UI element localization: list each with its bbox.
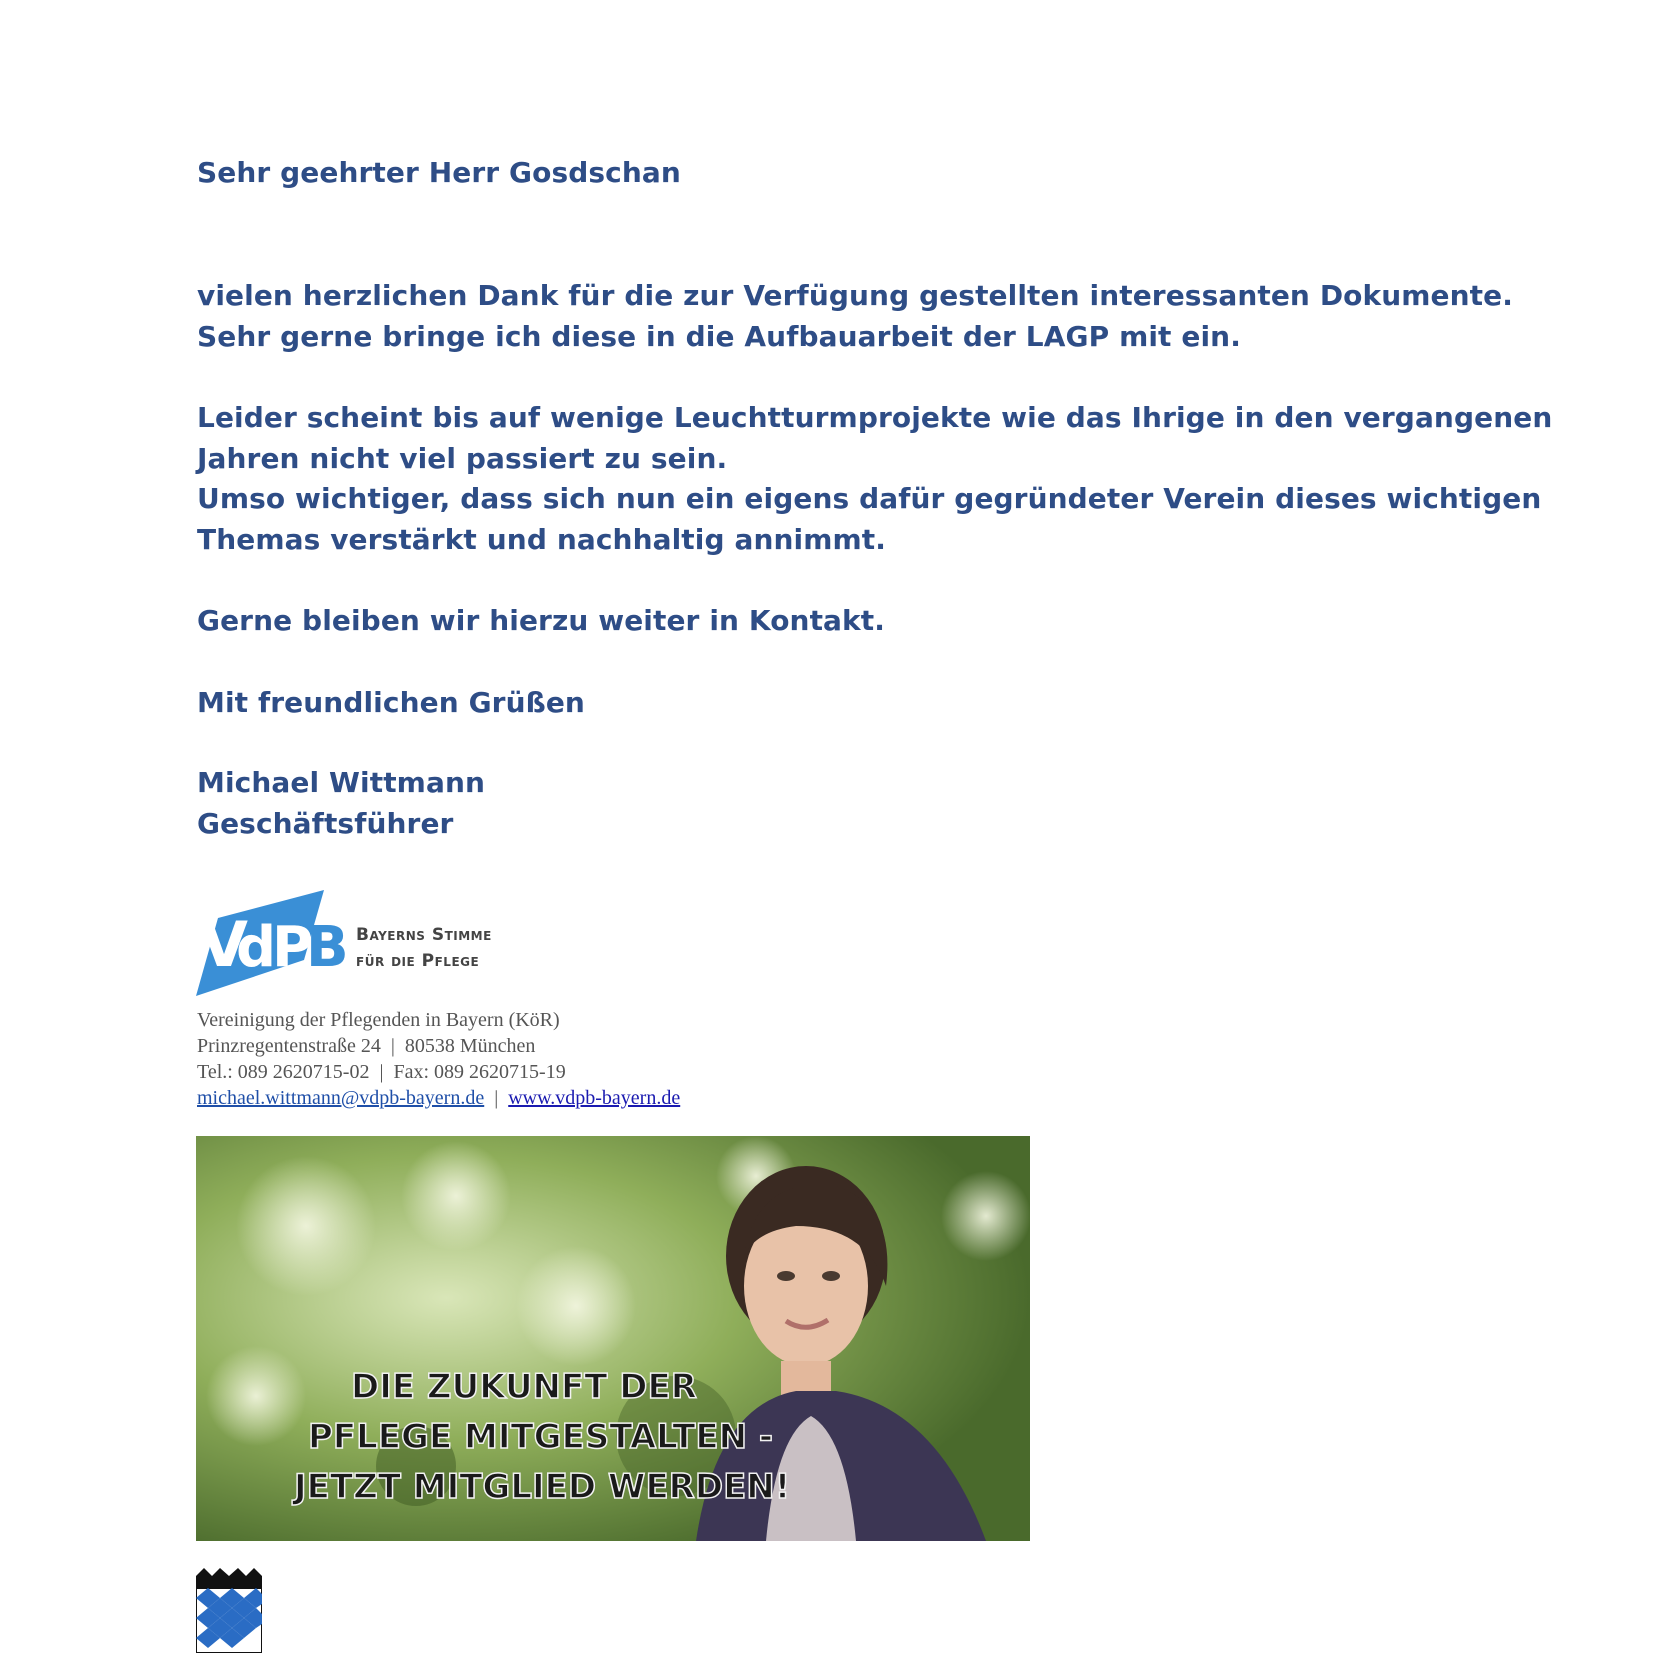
- signature-title: Geschäftsführer: [197, 807, 454, 840]
- closing: Mit freundlichen Grüßen: [197, 686, 585, 719]
- header-remnant: [1040, 0, 1390, 4]
- vdpb-logo: [196, 888, 536, 998]
- paragraph2-line4: Themas verstärkt und nachhaltig annimmt.: [197, 523, 887, 556]
- address-org: Vereinigung der Pflegenden in Bayern (KöR): [197, 1009, 560, 1031]
- salutation: Sehr geehrter Herr Gosdschan: [197, 156, 681, 189]
- address-tel: Tel.: 089 2620715-02: [197, 1061, 370, 1083]
- membership-banner[interactable]: [196, 1136, 1030, 1541]
- paragraph3: Gerne bleiben wir hierzu weiter in Kontakt.: [197, 604, 885, 637]
- logo-wordmark-p: P: [272, 915, 314, 980]
- logo-wordmark-d: d: [236, 915, 277, 980]
- paragraph2-line2: Jahren nicht viel passiert zu sein.: [197, 442, 728, 475]
- logo-wordmark-v: V: [200, 908, 248, 981]
- banner-line1: DIE ZUKUNFT DER: [351, 1367, 697, 1407]
- website-link[interactable]: www.vdpb-bayern.de: [508, 1087, 681, 1109]
- signature-name: Michael Wittmann: [197, 766, 486, 799]
- logo-tagline-1: Bayerns Stimme: [356, 925, 492, 945]
- paragraph2-line3: Umso wichtiger, dass sich nun ein eigens dafür gegründeter Verein dieses wichtigen: [197, 482, 1542, 515]
- email-link[interactable]: michael.wittmann@vdpb-bayern.de: [197, 1087, 485, 1109]
- bavaria-crest-icon: [196, 1568, 262, 1653]
- address-city: 80538 München: [404, 1035, 536, 1057]
- banner-line2: PFLEGE MITGESTALTEN -: [308, 1417, 774, 1457]
- logo-tagline-2: für die Pflege: [356, 951, 480, 971]
- paragraph1-line2: Sehr gerne bringe ich diese in die Aufbauarbeit der LAGP mit ein.: [197, 320, 1241, 353]
- logo-wordmark-b: B: [306, 915, 349, 980]
- paragraph2-line1: Leider scheint bis auf wenige Leuchtturmprojekte wie das Ihrige in den vergangenen: [197, 401, 1553, 434]
- address-street: Prinzregentenstraße 24: [197, 1035, 381, 1057]
- paragraph1-line1: vielen herzlichen Dank für die zur Verfügung gestellten interessanten Dokumente.: [197, 279, 1513, 312]
- banner-line3: JETZT MITGLIED WERDEN!: [294, 1467, 791, 1507]
- address-fax: Fax: 089 2620715-19: [393, 1061, 566, 1083]
- address-block: Vereinigung der Pflegenden in Bayern (KöR) Prinzregentenstraße 24 | 80538 München Tel.: 089 2620715-02 | Fax: 089 2620715-19 michael.wittmann@vdpb-bayern.de | www.vdpb-bayern.de: [197, 1009, 681, 1109]
